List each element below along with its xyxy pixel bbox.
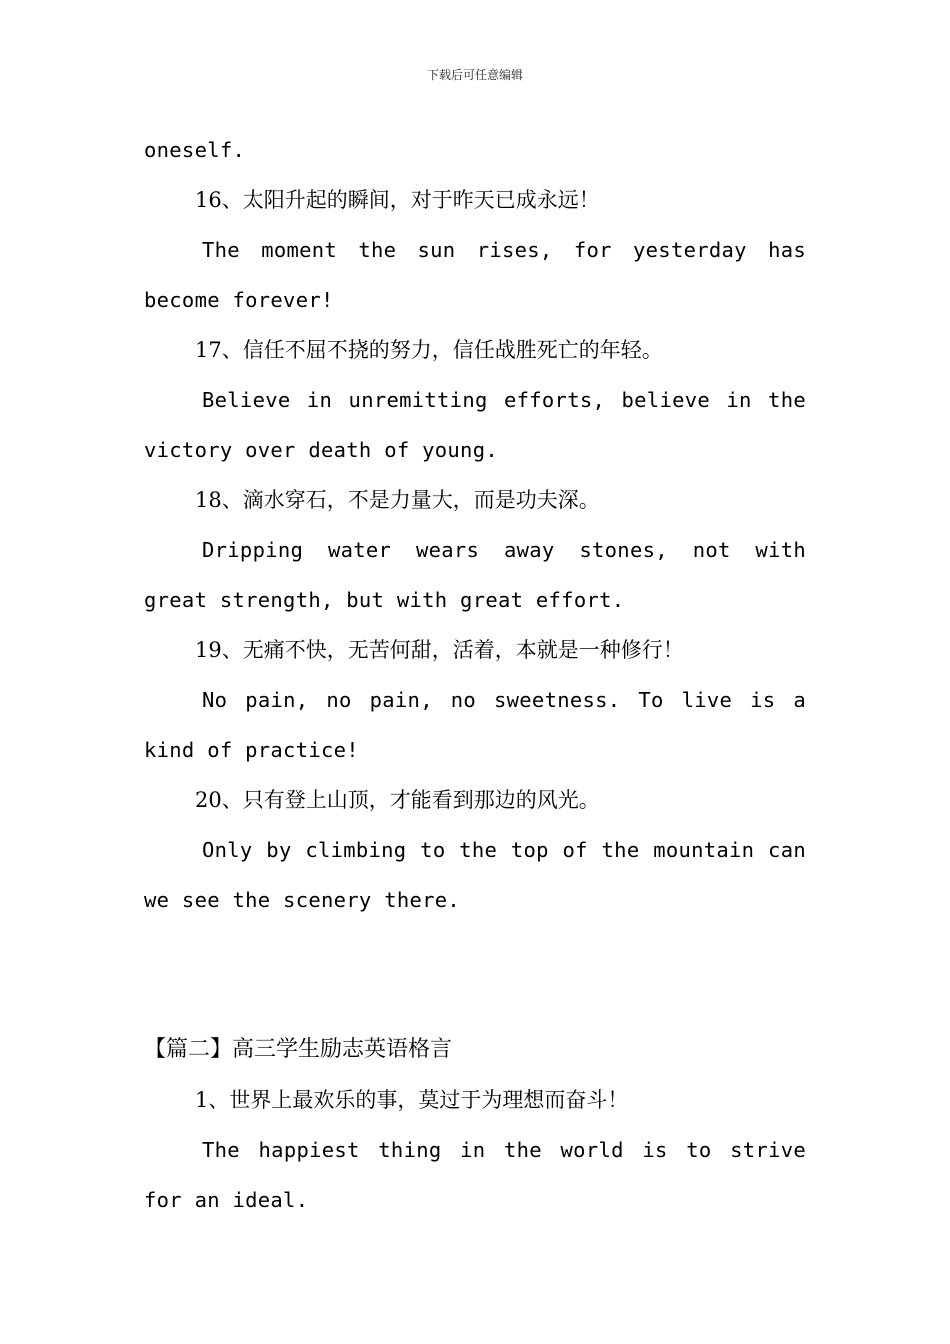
text-line: kind of practice! (144, 738, 359, 762)
text-line: great strength, but with great effort. (144, 588, 625, 612)
page-header: 下载后可任意编辑 (426, 68, 523, 82)
quote-chinese-1: 1、世界上最欢乐的事，莫过于为理想而奋斗！ (195, 1088, 629, 1112)
quote-english-16: The moment the sun rises, for yesterday has (202, 238, 806, 262)
text-line: we see the scenery there. (144, 888, 461, 912)
quote-chinese-19: 19、无痛不快，无苦何甜，活着，本就是一种修行！ (195, 638, 684, 662)
quote-chinese-17: 17、信任不屈不挠的努力，信任战胜死亡的年轻。 (195, 338, 663, 362)
quote-english-18: Dripping water wears away stones, not with (202, 538, 806, 562)
quote-chinese-20: 20、只有登上山顶，才能看到那边的风光。 (195, 788, 600, 812)
text-line: oneself. (144, 138, 246, 162)
quote-english-1: The happiest thing in the world is to strive (202, 1138, 806, 1162)
quote-english-20: Only by climbing to the top of the mountain can (202, 838, 806, 862)
text-line: victory over death of young. (144, 438, 498, 462)
section-heading: 【篇二】高三学生励志英语格言 (144, 1037, 453, 1062)
section-gap (144, 925, 806, 1025)
text-line: become forever! (144, 288, 334, 312)
quote-english-19: No pain, no pain, no sweetness. To live is a (202, 688, 806, 712)
text-line: for an ideal. (144, 1188, 309, 1212)
quote-chinese-18: 18、滴水穿石，不是力量大，而是功夫深。 (195, 488, 600, 512)
document-body (144, 125, 806, 1225)
quote-chinese-16: 16、太阳升起的瞬间，对于昨天已成永远！ (195, 188, 600, 212)
quote-english-17: Believe in unremitting efforts, believe in the (202, 388, 806, 412)
